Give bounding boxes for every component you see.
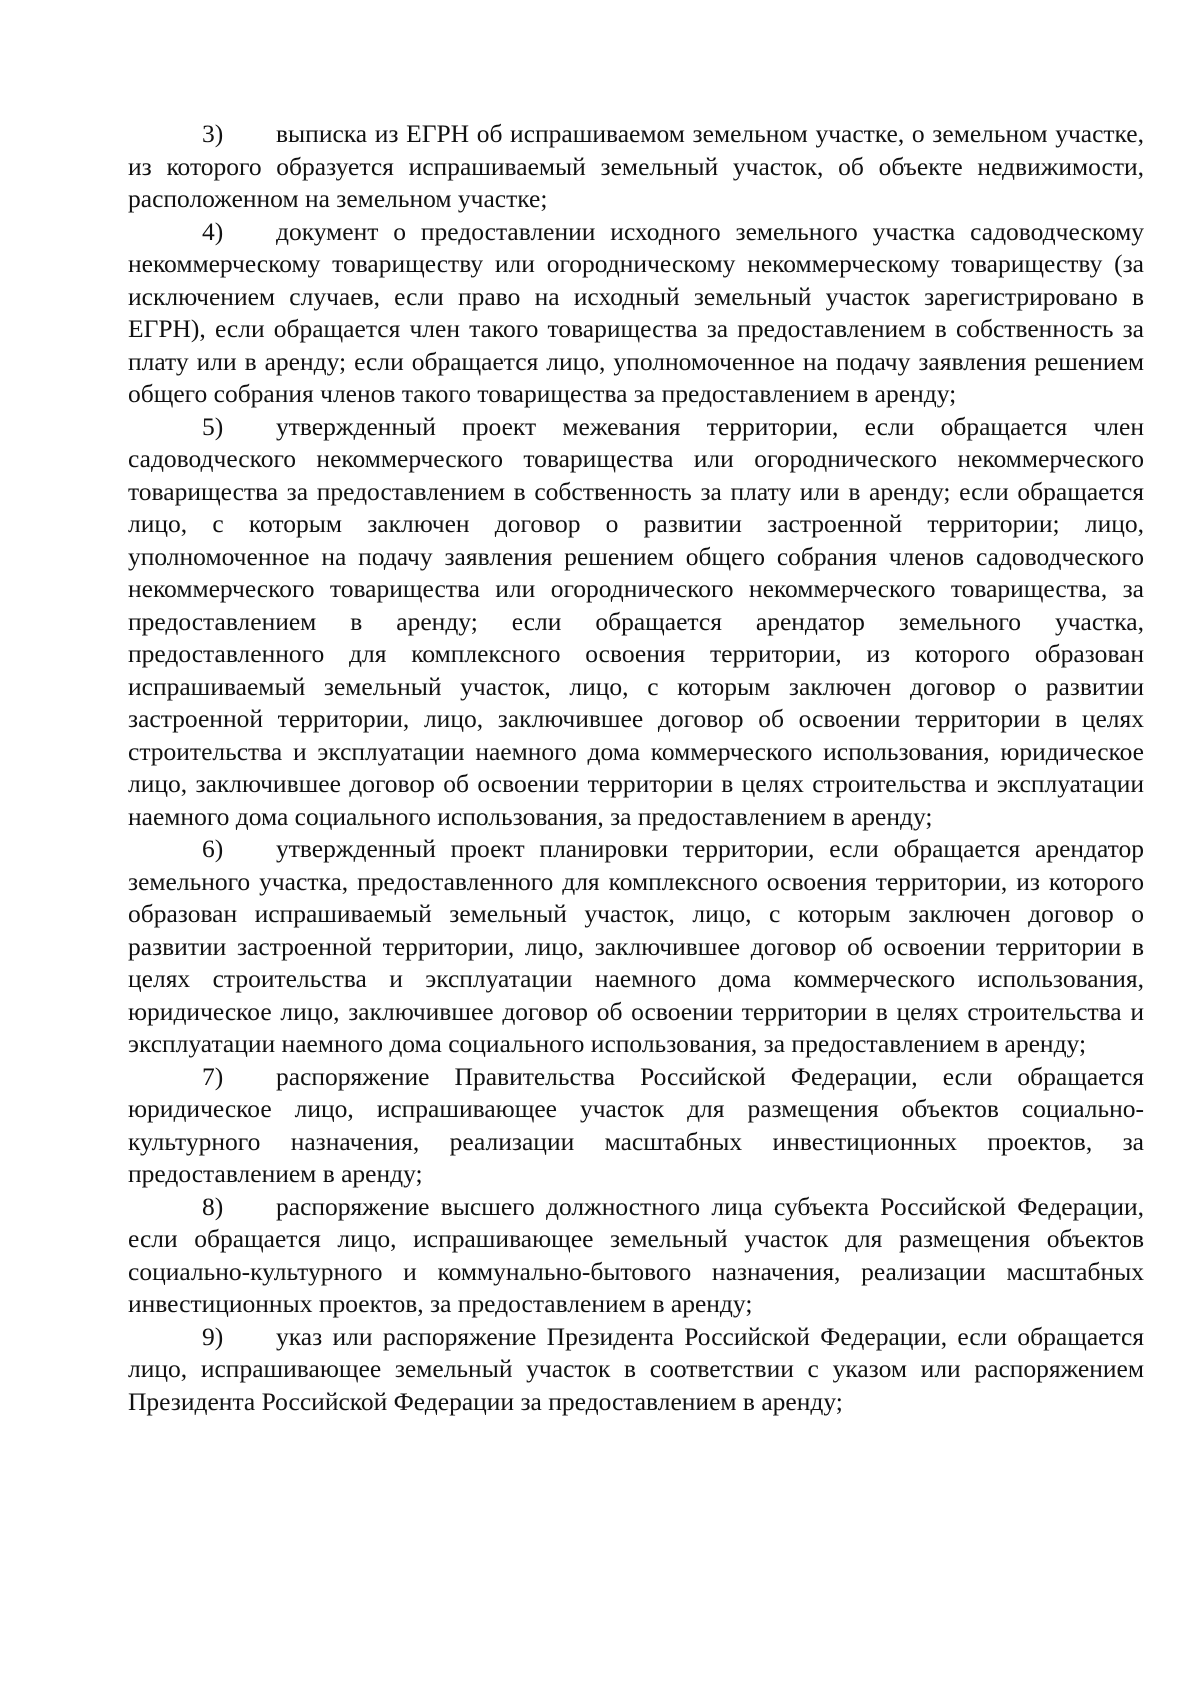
item-text: выписка из ЕГРН об испрашиваемом земельном участке, о земельном участке, из которого образуется испрашиваемый земельный участок, об объекте недвижимости, расположенном на земельном участке; (128, 119, 1144, 213)
item-text: утвержденный проект планировки территории, если обращается арендатор земельного участка, предоставленного для комплексного освоения территории, из которого образован испрашиваемый земельный участок, лицо, с которым заключен договор о развитии застроенной территории, лицо, заключившее договор об освоении территории в целях строительства и эксплуатации наемного дома коммерческого использования, юридическое лицо, заключившее договор об освоении территории в целях строительства и эксплуатации наемного дома социального использования, за предоставлением в аренду; (128, 834, 1144, 1058)
item-number: 4) (202, 216, 224, 246)
item-number: 3) (202, 119, 224, 148)
item-text: распоряжение Правительства Российской Федерации, если обращается юридическое лицо, испрашивающее участок для размещения объектов социально-культурного назначения, реализации масштабных инвестиционных проектов, за предоставлением в аренду; (128, 1061, 1144, 1188)
list-item-7 (128, 1061, 1144, 1191)
item-number: 7) (202, 1061, 224, 1091)
list-item-3 (128, 118, 1144, 216)
list-item-6 (128, 833, 1144, 1061)
item-text: утвержденный проект межевания территории, если обращается член садоводческого некоммерческого товарищества или огороднического некоммерческого товарищества за предоставлением в собственность за плату или в аренду; если обращается лицо, с которым заключен договор о развитии застроенной территории; лицо, уполномоченное на подачу заявления решением общего собрания членов садоводческого некоммерческого товарищества или огороднического некоммерческого товарищества, за предоставлением в аренду; если обращается арендатор земельного участка, предоставленного для комплексного освоения территории, из которого образован испрашиваемый земельный участок, лицо, с которым заключен договор о развитии застроенной территории, лицо, заключившее договор об освоении территории в целях строительства и эксплуатации наемного дома коммерческого использования, юридическое лицо, заключившее договор об освоении территории в целях строительства и эксплуатации наемного дома социального использования, за предоставлением в аренду; (128, 411, 1144, 831)
list-item-5 (128, 411, 1144, 834)
item-number: 6) (202, 834, 224, 863)
list-item-4 (128, 216, 1144, 411)
item-number: 8) (202, 1191, 224, 1221)
document-body (128, 118, 1144, 1418)
item-text: документ о предоставлении исходного земельного участка садоводческому некоммерческому товариществу или огородническому некоммерческому товариществу (за исключением случаев, если право на исходный земельный участок зарегистрировано в ЕГРН), если обращается член такого товарищества за предоставлением в собственность за плату или в аренду; если обращается лицо, уполномоченное на подачу заявления решением общего собрания членов такого товарищества за предоставлением в аренду; (128, 216, 1144, 408)
item-number: 5) (202, 411, 224, 441)
list-item-8 (128, 1191, 1144, 1321)
item-text: распоряжение высшего должностного лица субъекта Российской Федерации, если обращается лицо, испрашивающее земельный участок для размещения объектов социально-культурного и коммунально-бытового назначения, реализации масштабных инвестиционных проектов, за предоставлением в аренду; (128, 1191, 1144, 1318)
item-number: 9) (202, 1321, 224, 1351)
list-item-9 (128, 1321, 1144, 1419)
item-text: указ или распоряжение Президента Российской Федерации, если обращается лицо, испрашивающее земельный участок в соответствии с указом или распоряжением Президента Российской Федерации за предоставлением в аренду; (128, 1321, 1144, 1416)
